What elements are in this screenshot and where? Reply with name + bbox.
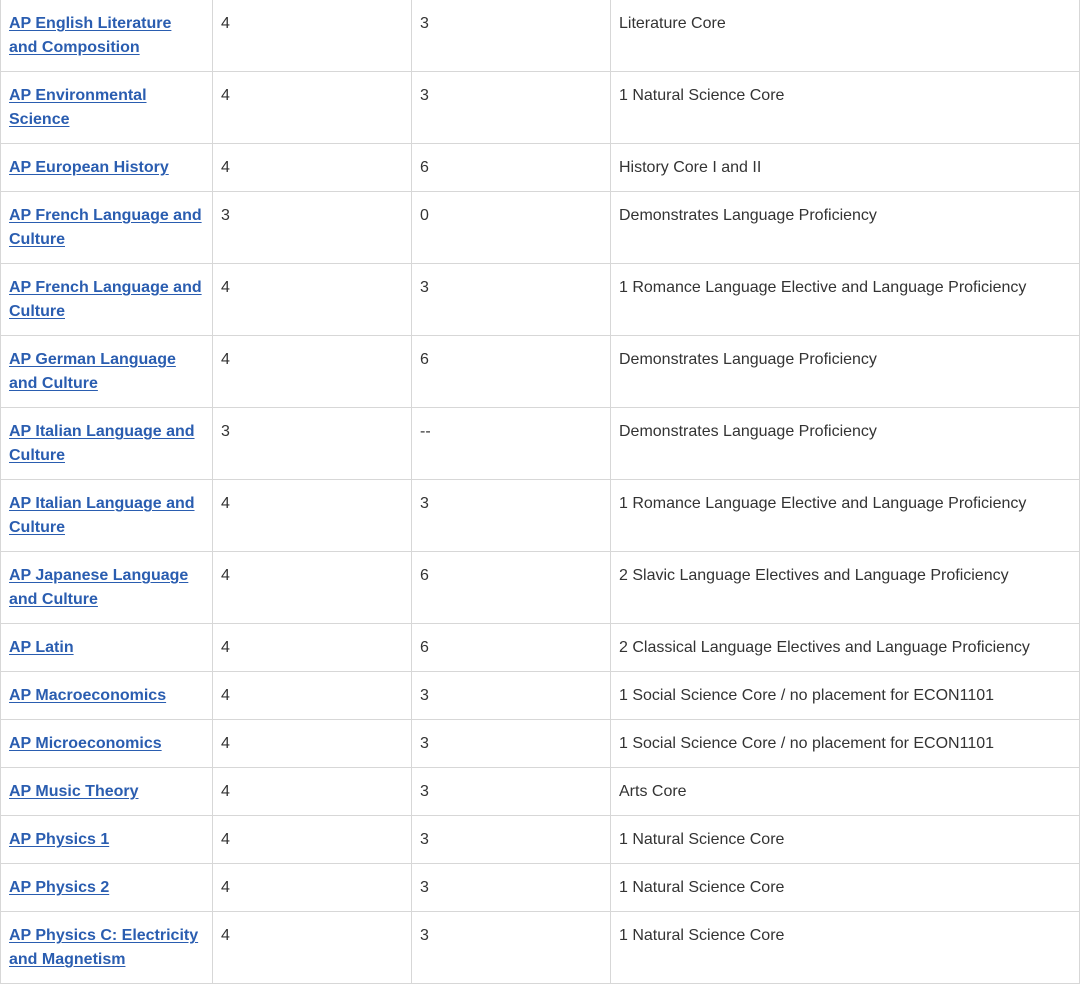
- score-cell: 4: [213, 144, 412, 192]
- equivalent-cell: Demonstrates Language Proficiency: [611, 408, 1080, 480]
- table-row: [1, 192, 1080, 264]
- exam-cell: [1, 192, 213, 264]
- exam-cell: [1, 624, 213, 672]
- equivalent-cell: Arts Core: [611, 768, 1080, 816]
- equivalent-cell: Demonstrates Language Proficiency: [611, 336, 1080, 408]
- credits-cell: 3: [412, 720, 611, 768]
- score-cell: 4: [213, 672, 412, 720]
- credits-cell: 3: [412, 0, 611, 72]
- exam-link[interactable]: AP Italian Language and Culture: [9, 495, 195, 536]
- table-row: [1, 408, 1080, 480]
- table-row: [1, 672, 1080, 720]
- equivalent-cell: 1 Romance Language Elective and Language Proficiency: [611, 480, 1080, 552]
- score-cell: 4: [213, 624, 412, 672]
- exam-cell: [1, 768, 213, 816]
- exam-link[interactable]: AP Macroeconomics: [9, 687, 167, 704]
- table-row: [1, 624, 1080, 672]
- table-row: [1, 768, 1080, 816]
- equivalent-cell: 2 Classical Language Electives and Language Proficiency: [611, 624, 1080, 672]
- exam-cell: [1, 672, 213, 720]
- table-row: [1, 720, 1080, 768]
- credits-cell: 3: [412, 864, 611, 912]
- exam-link[interactable]: AP French Language and Culture: [9, 207, 202, 248]
- exam-link[interactable]: AP French Language and Culture: [9, 279, 202, 320]
- equivalent-cell: Literature Core: [611, 0, 1080, 72]
- exam-link[interactable]: AP Physics 2: [9, 879, 110, 896]
- exam-link[interactable]: AP German Language and Culture: [9, 351, 176, 392]
- score-cell: 4: [213, 768, 412, 816]
- exam-cell: [1, 72, 213, 144]
- table-row: [1, 264, 1080, 336]
- exam-cell: [1, 864, 213, 912]
- credits-cell: 3: [412, 480, 611, 552]
- equivalent-cell: History Core I and II: [611, 144, 1080, 192]
- table-row: [1, 72, 1080, 144]
- equivalent-cell: 1 Social Science Core / no placement for ECON1101: [611, 720, 1080, 768]
- table-row: [1, 480, 1080, 552]
- credits-cell: --: [412, 408, 611, 480]
- score-cell: 4: [213, 0, 412, 72]
- exam-cell: [1, 408, 213, 480]
- table-row: [1, 816, 1080, 864]
- exam-link[interactable]: AP Physics 1: [9, 831, 110, 848]
- exam-cell: [1, 336, 213, 408]
- credits-cell: 3: [412, 72, 611, 144]
- exam-link[interactable]: AP Environmental Science: [9, 87, 147, 128]
- score-cell: 4: [213, 552, 412, 624]
- table-row: [1, 336, 1080, 408]
- exam-link[interactable]: AP Latin: [9, 639, 74, 656]
- exam-cell: [1, 0, 213, 72]
- exam-cell: [1, 480, 213, 552]
- score-cell: 4: [213, 480, 412, 552]
- table-row: [1, 912, 1080, 984]
- credits-cell: 3: [412, 264, 611, 336]
- equivalent-cell: Demonstrates Language Proficiency: [611, 192, 1080, 264]
- equivalent-cell: 1 Social Science Core / no placement for ECON1101: [611, 672, 1080, 720]
- credits-cell: 3: [412, 672, 611, 720]
- score-cell: 3: [213, 192, 412, 264]
- credits-cell: 6: [412, 624, 611, 672]
- exam-cell: [1, 720, 213, 768]
- credits-cell: 6: [412, 336, 611, 408]
- exam-cell: [1, 552, 213, 624]
- credits-cell: 3: [412, 816, 611, 864]
- credits-cell: 0: [412, 192, 611, 264]
- table-row: [1, 144, 1080, 192]
- score-cell: 3: [213, 408, 412, 480]
- credits-cell: 6: [412, 144, 611, 192]
- exam-link[interactable]: AP Japanese Language and Culture: [9, 567, 189, 608]
- credits-cell: 3: [412, 768, 611, 816]
- score-cell: 4: [213, 264, 412, 336]
- equivalent-cell: 1 Natural Science Core: [611, 72, 1080, 144]
- exam-link[interactable]: AP Microeconomics: [9, 735, 162, 752]
- exam-link[interactable]: AP English Literature and Composition: [9, 15, 172, 56]
- score-cell: 4: [213, 864, 412, 912]
- exam-link[interactable]: AP Music Theory: [9, 783, 139, 800]
- equivalent-cell: 2 Slavic Language Electives and Language Proficiency: [611, 552, 1080, 624]
- exam-link[interactable]: AP Italian Language and Culture: [9, 423, 195, 464]
- score-cell: 4: [213, 336, 412, 408]
- equivalent-cell: 1 Natural Science Core: [611, 912, 1080, 984]
- credits-cell: 6: [412, 552, 611, 624]
- table-row: [1, 0, 1080, 72]
- score-cell: 4: [213, 912, 412, 984]
- exam-cell: [1, 816, 213, 864]
- exam-cell: [1, 912, 213, 984]
- score-cell: 4: [213, 72, 412, 144]
- exam-cell: [1, 264, 213, 336]
- exam-cell: [1, 144, 213, 192]
- equivalent-cell: 1 Romance Language Elective and Language Proficiency: [611, 264, 1080, 336]
- score-cell: 4: [213, 720, 412, 768]
- table-row: [1, 864, 1080, 912]
- equivalent-cell: 1 Natural Science Core: [611, 864, 1080, 912]
- exam-link[interactable]: AP European History: [9, 159, 169, 176]
- credits-cell: 3: [412, 912, 611, 984]
- score-cell: 4: [213, 816, 412, 864]
- table-row: [1, 552, 1080, 624]
- exam-link[interactable]: AP Physics C: Electricity and Magnetism: [9, 927, 199, 968]
- equivalent-cell: 1 Natural Science Core: [611, 816, 1080, 864]
